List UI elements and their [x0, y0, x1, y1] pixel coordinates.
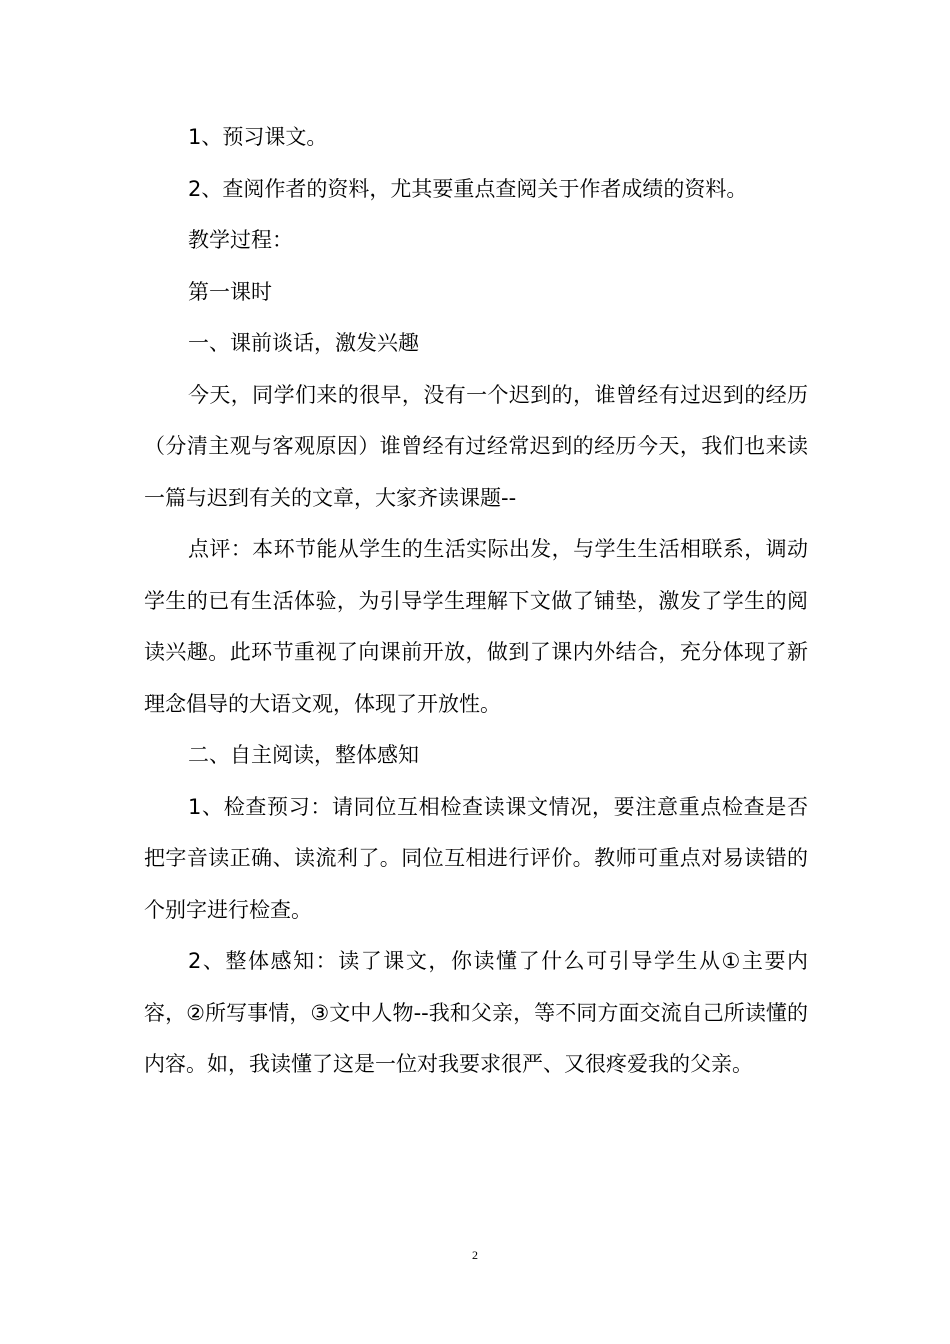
section-heading-part-two: 二、自主阅读，整体感知 [188, 743, 419, 767]
section-heading-part-one: 一、课前谈话，激发兴趣 [188, 331, 419, 355]
paragraph-overall-perception: 2、整体感知：读了课文，你读懂了什么可引导学生从①主要内容，②所写事情，③文中人物--我和父亲，等不同方面交流自己所读懂的内容。如，我读懂了这是一位对我要求很严、又很疼爱我的父亲。 [144, 949, 808, 1076]
paragraph-intro-talk: 今天，同学们来的很早，没有一个迟到的，谁曾经有过迟到的经历（分清主观与客观原因）谁曾经有过经常迟到的经历今天，我们也来读一篇与迟到有关的文章，大家齐读课题-- [144, 382, 808, 510]
paragraph-prep-1: 1、预习课文。 [188, 125, 328, 149]
paragraph-comment: 点评：本环节能从学生的生活实际出发，与学生生活相联系，调动学生的已有生活体验，为引导学生理解下文做了铺垫，激发了学生的阅读兴趣。此环节重视了向课前开放，做到了课内外结合，充分体现了新理念倡导的大语文观，体现了开放性。 [144, 537, 808, 716]
section-heading-teaching-process: 教学过程： [188, 228, 293, 252]
paragraph-prep-2: 2、查阅作者的资料，尤其要重点查阅关于作者成绩的资料。 [188, 176, 748, 201]
page-body [144, 112, 808, 1091]
page-number: 2 [472, 1248, 478, 1262]
paragraph-check-preview: 1、检查预习：请同位互相检查读课文情况，要注意重点检查是否把字音读正确、读流利了。同位互相进行评价。教师可重点对易读错的个别字进行检查。 [144, 794, 808, 922]
section-heading-first-lesson: 第一课时 [188, 279, 272, 304]
